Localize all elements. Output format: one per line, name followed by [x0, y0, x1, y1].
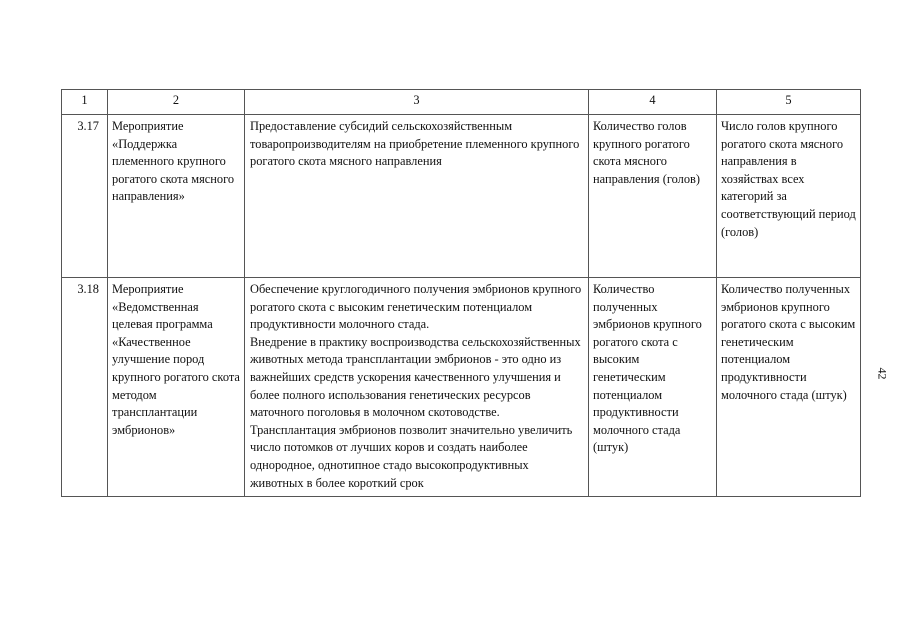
- header-row: [62, 90, 861, 115]
- measures-table: [61, 89, 861, 497]
- table-row: [62, 115, 861, 278]
- header-col-4: 4: [589, 90, 717, 115]
- row-number: 3.18: [62, 278, 108, 497]
- header-col-2: 2: [108, 90, 245, 115]
- indicator-name: Количество голов крупного рогатого скота мясного направления (голов): [589, 115, 717, 278]
- indicator-calculation: Число голов крупного рогатого скота мясного направления в хозяйствах всех категорий за соответствующий период (голов): [717, 115, 861, 278]
- description-paragraph: Трансплантация эмбрионов позволит значительно увеличить число потомков от лучших коров и создать наиболее однородное, однотипное стадо высокопродуктивных животных в более короткий срок: [250, 422, 573, 490]
- page-number: 42: [875, 367, 890, 380]
- header-col-1: 1: [62, 90, 108, 115]
- event-description: [245, 278, 589, 497]
- description-paragraph: Внедрение в практику воспроизводства сельскохозяйственных животных метода трансплантации эмбрионов - это одно из важнейших средств ускорения качественного улучшения и более полного использования генетических ресурсов маточного поголовья в молочном скотоводстве.: [250, 334, 581, 420]
- event-name: Мероприятие «Ведомственная целевая программа «Качественное улучшение пород крупного рогатого скота методом трансплантации эмбрионов»: [108, 278, 245, 497]
- indicator-calculation: Количество полученных эмбрионов крупного рогатого скота с высоким генетическим потенциалом продуктивности молочного стада (штук): [717, 278, 861, 497]
- row-number: 3.17: [62, 115, 108, 278]
- event-description: [245, 115, 589, 278]
- description-paragraph: Предоставление субсидий сельскохозяйственным товаропроизводителям на приобретение племенного крупного рогатого скота мясного направления: [250, 119, 580, 169]
- header-col-3: 3: [245, 90, 589, 115]
- description-paragraph: Обеспечение круглогодичного получения эмбрионов крупного рогатого скота с высоким генетическим потенциалом продуктивности молочного стада.: [250, 282, 582, 332]
- event-name: Мероприятие «Поддержка племенного крупного рогатого скота мясного направления»: [108, 115, 245, 278]
- header-col-5: 5: [717, 90, 861, 115]
- indicator-name: Количество полученных эмбрионов крупного рогатого скота с высоким генетическим потенциалом продуктивности молочного стада (штук): [589, 278, 717, 497]
- table-row: [62, 278, 861, 497]
